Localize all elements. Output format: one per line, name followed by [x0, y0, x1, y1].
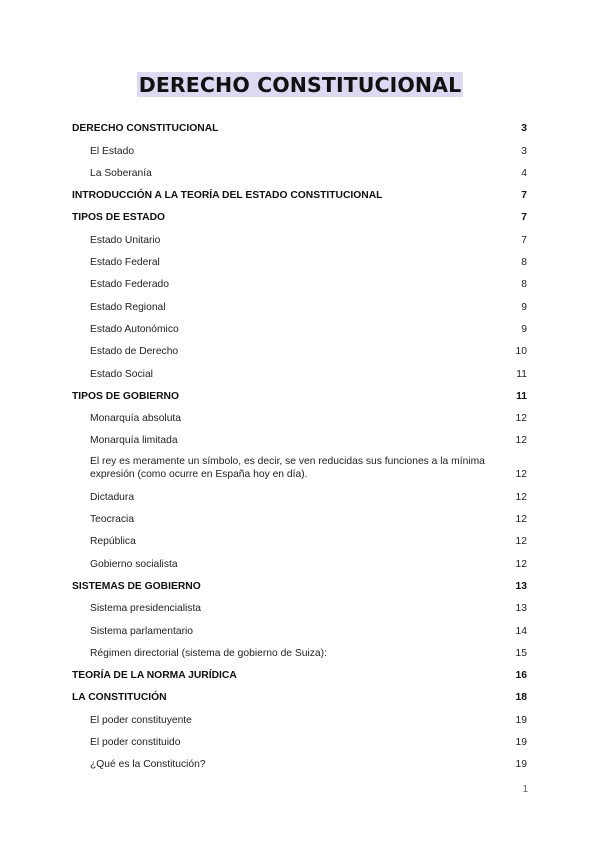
toc-entry-label: INTRODUCCIÓN A LA TEORÍA DEL ESTADO CONSTITUCIONAL [72, 190, 383, 202]
toc-entry-page: 13 [515, 603, 527, 615]
toc-entry-label: Monarquía absoluta [90, 413, 182, 425]
toc-entry-label: El poder constituido [90, 737, 181, 749]
toc-entry-label: Régimen directorial (sistema de gobierno de Suiza): [90, 647, 327, 659]
toc-entry-label: TEORÍA DE LA NORMA JURÍDICA [72, 670, 237, 682]
toc-entry-label: TIPOS DE ESTADO [72, 212, 166, 224]
toc-entry-page: 7 [521, 190, 527, 202]
toc-entry-label: Dictadura [90, 491, 135, 503]
page-number: 1 [522, 784, 528, 795]
toc-entry-page: 15 [515, 647, 527, 659]
toc-subsection-entry[interactable] [72, 730, 527, 752]
toc-subsection-entry[interactable] [72, 529, 527, 551]
toc-entry-page: 12 [515, 413, 527, 425]
toc-entry-label: Estado Unitario [90, 234, 161, 246]
toc-subsection-entry[interactable] [72, 161, 527, 183]
toc-entry-page: 11 [516, 390, 527, 402]
toc-entry-label: Sistema parlamentario [90, 625, 194, 637]
toc-entry-label: Sistema presidencialista [90, 603, 202, 615]
toc-entry-label: Monarquía limitada [90, 435, 178, 447]
toc-subsection-entry[interactable] [72, 294, 527, 316]
toc-entry-label: TIPOS DE GOBIERNO [72, 390, 179, 402]
toc-section-entry[interactable] [72, 183, 527, 205]
toc-section-entry[interactable] [72, 205, 527, 227]
toc-entry-page: 18 [515, 692, 527, 704]
toc-entry-label: LA CONSTITUCIÓN [72, 692, 167, 704]
title-wrapper [0, 72, 600, 97]
toc-entry-label: Estado Regional [90, 301, 166, 313]
toc-entry-page: 12 [515, 536, 527, 548]
toc-subsection-entry[interactable] [72, 618, 527, 640]
toc-entry-page: 14 [515, 625, 527, 637]
toc-entry-page: 19 [515, 737, 527, 749]
toc-entry-page: 19 [515, 714, 527, 726]
toc-subsection-entry[interactable] [72, 406, 527, 428]
toc-entry-page: 10 [515, 346, 527, 358]
toc-subsection-entry[interactable] [72, 339, 527, 361]
toc-subsection-entry[interactable] [72, 272, 527, 294]
toc-entry-label: Estado Autonómico [90, 323, 179, 335]
toc-entry-label: SISTEMAS DE GOBIERNO [72, 580, 201, 592]
toc-subsection-entry[interactable] [72, 361, 527, 383]
toc-entry-label: República [90, 536, 136, 548]
toc-entry-page: 9 [521, 301, 527, 313]
toc-subsection-entry[interactable] [72, 752, 527, 774]
toc-section-entry[interactable] [72, 384, 527, 406]
toc-subsection-entry[interactable] [72, 428, 527, 450]
toc-entry-page: 16 [515, 670, 527, 682]
toc-subsection-entry[interactable] [72, 707, 527, 729]
toc-entry-label: DERECHO CONSTITUCIONAL [72, 123, 219, 135]
toc-entry-label: Gobierno socialista [90, 558, 178, 570]
toc-entry-page: 12 [515, 558, 527, 570]
toc-entry-page: 13 [515, 580, 527, 592]
toc-entry-page: 12 [515, 491, 527, 503]
toc-entry-page: 12 [515, 514, 527, 526]
toc-entry-page: 7 [521, 212, 527, 224]
toc-subsection-entry[interactable] [72, 641, 527, 663]
toc-entry-label: Estado de Derecho [90, 346, 179, 358]
toc-entry-label: La Soberanía [90, 167, 152, 179]
toc-entry-page: 3 [521, 123, 527, 135]
toc-entry-page: 8 [521, 257, 527, 269]
toc-subsection-entry[interactable] [72, 507, 527, 529]
toc-entry-page: 12 [515, 435, 527, 447]
toc-entry-label: Estado Federal [90, 257, 160, 269]
toc-entry-page: 9 [521, 323, 527, 335]
toc-subsection-entry[interactable] [72, 551, 527, 573]
toc-entry-label: ¿Qué es la Constitución? [90, 759, 206, 771]
toc-section-entry[interactable] [72, 685, 527, 707]
toc-entry-label: Estado Social [90, 368, 153, 380]
toc-subsection-entry[interactable] [72, 317, 527, 339]
toc-entry-page: 19 [515, 759, 527, 771]
toc-section-entry[interactable] [72, 663, 527, 685]
toc-section-entry[interactable] [72, 116, 527, 138]
toc-entry-label: Estado Federado [90, 279, 169, 291]
toc-section-entry[interactable] [72, 574, 527, 596]
toc-subsection-entry[interactable] [72, 250, 527, 272]
toc-entry-page: 12 [515, 469, 527, 481]
toc-entry-page: 8 [521, 279, 527, 291]
toc-entry-page: 3 [521, 145, 527, 157]
toc-entry-page: 11 [516, 368, 527, 380]
toc-subsection-entry[interactable] [72, 450, 527, 484]
toc-entry-page: 7 [521, 234, 527, 246]
toc-entry-page: 4 [521, 167, 527, 179]
table-of-contents [72, 116, 527, 774]
toc-entry-label: El rey es meramente un símbolo, es decir, se ven reducidas sus funciones a la mínima expresión (como ocurre en España hoy en día). [90, 456, 485, 481]
toc-subsection-entry[interactable] [72, 138, 527, 160]
document-title: DERECHO CONSTITUCIONAL [138, 73, 462, 97]
toc-subsection-entry[interactable] [72, 596, 527, 618]
toc-subsection-entry[interactable] [72, 227, 527, 249]
toc-entry-label: El poder constituyente [90, 714, 192, 726]
toc-subsection-entry[interactable] [72, 484, 527, 506]
toc-entry-label: El Estado [90, 145, 135, 157]
toc-entry-label: Teocracia [90, 514, 135, 526]
